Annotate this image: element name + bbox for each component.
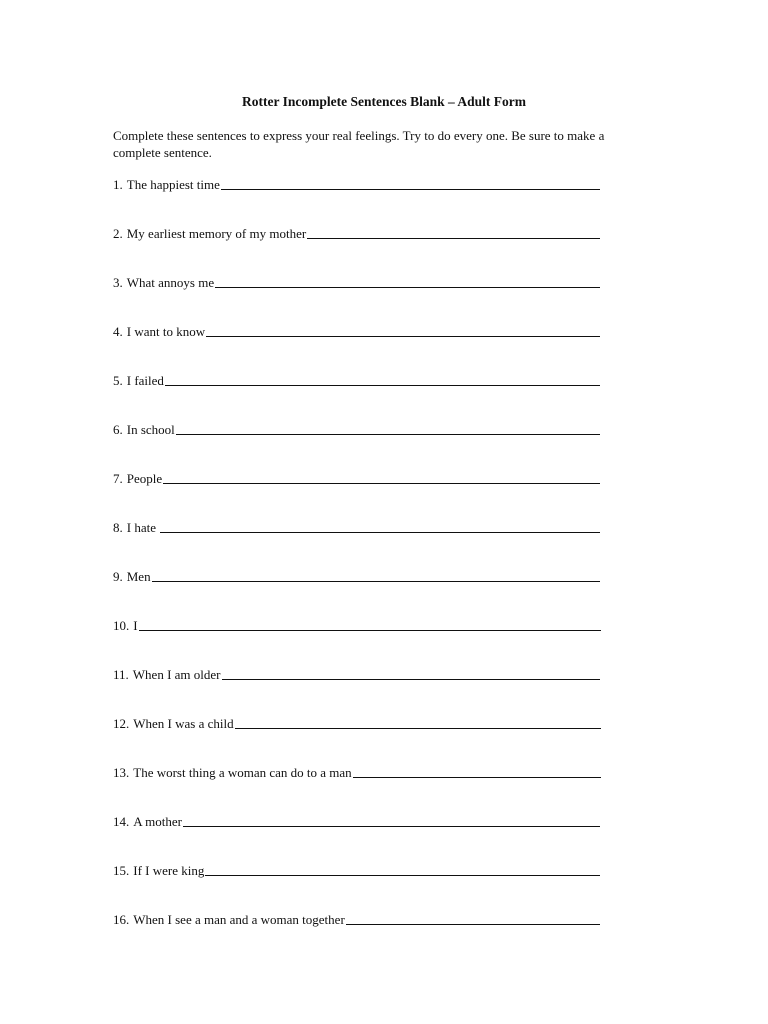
item-stem: I — [133, 618, 138, 633]
sentence-item — [113, 568, 613, 617]
answer-blank[interactable] — [176, 421, 600, 435]
answer-blank[interactable] — [346, 911, 600, 925]
answer-blank[interactable] — [235, 715, 601, 729]
sentence-item — [113, 715, 613, 764]
sentence-item — [113, 519, 613, 568]
sentence-item — [113, 421, 613, 470]
item-number: 14. — [113, 814, 130, 829]
answer-blank[interactable] — [307, 225, 600, 239]
item-stem: Men — [126, 569, 151, 584]
sentence-item — [113, 225, 613, 274]
item-number: 5. — [113, 373, 123, 388]
item-number: 9. — [113, 569, 123, 584]
item-number: 1. — [113, 177, 123, 192]
answer-blank[interactable] — [221, 176, 600, 190]
answer-blank[interactable] — [205, 862, 600, 876]
sentence-item — [113, 813, 613, 862]
item-stem: I failed — [126, 373, 164, 388]
item-number: 6. — [113, 422, 123, 437]
sentence-item — [113, 666, 613, 715]
item-number: 4. — [113, 324, 123, 339]
item-stem: When I am older — [132, 667, 221, 682]
sentence-list — [113, 176, 613, 960]
sentence-item — [113, 862, 613, 911]
answer-blank[interactable] — [139, 617, 601, 631]
answer-blank[interactable] — [353, 764, 601, 778]
item-number: 3. — [113, 275, 123, 290]
sentence-item — [113, 911, 613, 960]
item-stem: In school — [126, 422, 175, 437]
item-number: 16. — [113, 912, 130, 927]
answer-blank[interactable] — [215, 274, 600, 288]
sentence-item — [113, 617, 613, 666]
answer-blank[interactable] — [183, 813, 600, 827]
item-number: 2. — [113, 226, 123, 241]
sentence-item — [113, 372, 613, 421]
item-stem: When I see a man and a woman together — [133, 912, 345, 927]
sentence-item — [113, 274, 613, 323]
answer-blank[interactable] — [152, 568, 600, 582]
answer-blank[interactable] — [163, 470, 600, 484]
item-number: 13. — [113, 765, 130, 780]
form-title: Rotter Incomplete Sentences Blank – Adult Form — [242, 94, 526, 109]
item-number: 8. — [113, 520, 123, 535]
item-number: 11. — [113, 667, 129, 682]
item-number: 7. — [113, 471, 123, 486]
item-number: 12. — [113, 716, 130, 731]
item-number: 15. — [113, 863, 130, 878]
item-stem: I want to know — [126, 324, 206, 339]
item-stem: When I was a child — [133, 716, 234, 731]
sentence-item — [113, 176, 613, 225]
item-stem: What annoys me — [126, 275, 215, 290]
item-stem: I hate — [126, 520, 160, 535]
item-stem: If I were king — [133, 863, 205, 878]
item-stem: The happiest time — [126, 177, 220, 192]
answer-blank[interactable] — [160, 519, 600, 533]
sentence-item — [113, 323, 613, 372]
answer-blank[interactable] — [206, 323, 600, 337]
sentence-item — [113, 470, 613, 519]
item-stem: My earliest memory of my mother — [126, 226, 307, 241]
item-stem: A mother — [133, 814, 182, 829]
answer-blank[interactable] — [222, 666, 600, 680]
item-number: 10. — [113, 618, 130, 633]
instructions-text: Complete these sentences to express your real feelings. Try to do every one. Be sure to make a complete sentence. — [113, 128, 605, 160]
sentence-item — [113, 764, 613, 813]
item-stem: The worst thing a woman can do to a man — [133, 765, 352, 780]
item-stem: People — [126, 471, 163, 486]
answer-blank[interactable] — [165, 372, 600, 386]
